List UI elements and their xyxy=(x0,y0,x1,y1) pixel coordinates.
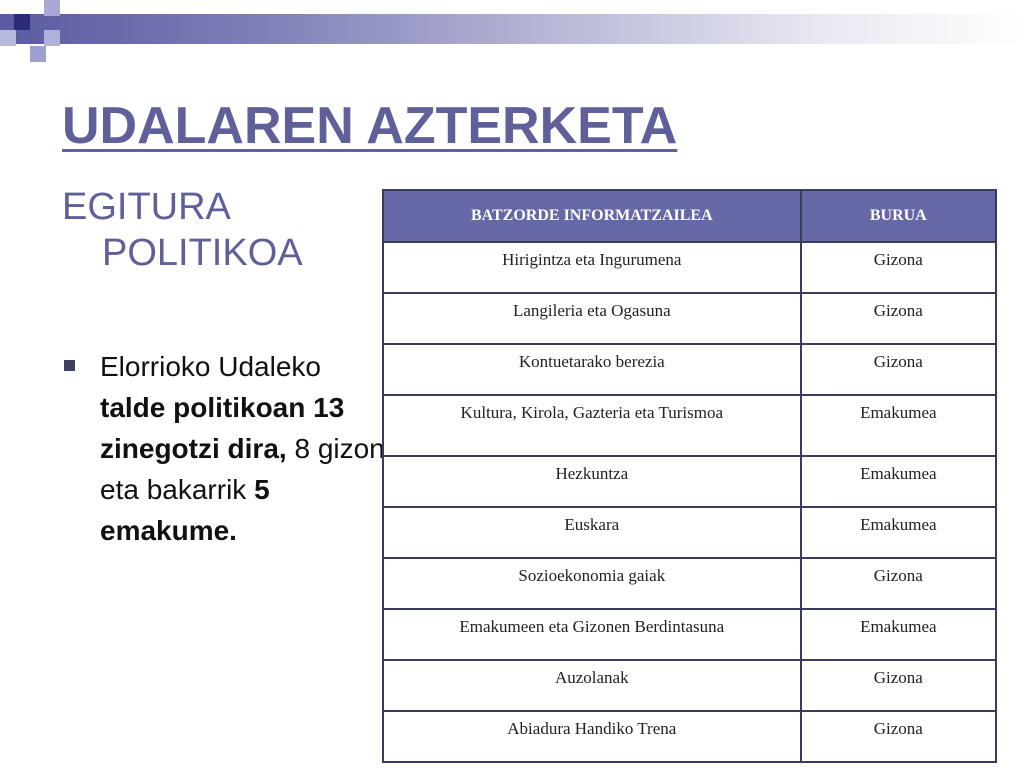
table-row xyxy=(383,395,996,456)
decorative-square-light xyxy=(44,30,60,46)
head-cell: Emakumea xyxy=(801,395,996,456)
head-cell: Emakumea xyxy=(801,609,996,660)
committee-cell: Euskara xyxy=(383,507,801,558)
decorative-square-light xyxy=(0,30,16,46)
table-row xyxy=(383,344,996,395)
committee-cell: Emakumeen eta Gizonen Berdintasuna xyxy=(383,609,801,660)
table-row xyxy=(383,507,996,558)
committee-cell: Sozioekonomia gaiak xyxy=(383,558,801,609)
table-row xyxy=(383,660,996,711)
head-cell: Emakumea xyxy=(801,456,996,507)
bullet-text-part: 8 gizon eta bakarrik xyxy=(100,433,385,505)
subtitle-line-1: EGITURA xyxy=(62,186,231,228)
committee-cell: Kontuetarako berezia xyxy=(383,344,801,395)
column-header-committee: BATZORDE INFORMATZAILEA xyxy=(383,190,801,242)
slide-subtitle xyxy=(62,184,362,276)
head-cell: Gizona xyxy=(801,660,996,711)
bullet-text xyxy=(100,346,390,551)
committee-cell: Hirigintza eta Ingurumena xyxy=(383,242,801,293)
table-row xyxy=(383,609,996,660)
table-row xyxy=(383,293,996,344)
head-cell: Gizona xyxy=(801,344,996,395)
head-cell: Gizona xyxy=(801,242,996,293)
slide-title: UDALAREN AZTERKETA xyxy=(62,97,678,155)
bullet-text-bold: 5 emakume. xyxy=(100,474,270,546)
decorative-square-light xyxy=(30,46,46,62)
bullet-text-bold: talde politikoan 13 zinegotzi dira, xyxy=(100,392,345,464)
committee-cell: Kultura, Kirola, Gazteria eta Turismoa xyxy=(383,395,801,456)
column-header-head: BURUA xyxy=(801,190,996,242)
committee-table xyxy=(382,189,997,763)
head-cell: Emakumea xyxy=(801,507,996,558)
head-cell: Gizona xyxy=(801,558,996,609)
committee-cell: Hezkuntza xyxy=(383,456,801,507)
head-cell: Gizona xyxy=(801,293,996,344)
head-cell: Gizona xyxy=(801,711,996,762)
subtitle-line-2: POLITIKOA xyxy=(102,232,303,274)
table-row xyxy=(383,711,996,762)
decorative-gradient-band xyxy=(0,14,1024,44)
bullet-text-part: Elorrioko Udaleko xyxy=(100,351,321,382)
committee-cell: Auzolanak xyxy=(383,660,801,711)
table-header-row xyxy=(383,190,996,242)
table-row xyxy=(383,558,996,609)
committee-cell: Abiadura Handiko Trena xyxy=(383,711,801,762)
decorative-square-light xyxy=(44,0,60,16)
decorative-square-dark xyxy=(14,14,30,30)
committee-cell: Langileria eta Ogasuna xyxy=(383,293,801,344)
table-row xyxy=(383,242,996,293)
table-row xyxy=(383,456,996,507)
square-bullet-icon xyxy=(64,360,75,371)
